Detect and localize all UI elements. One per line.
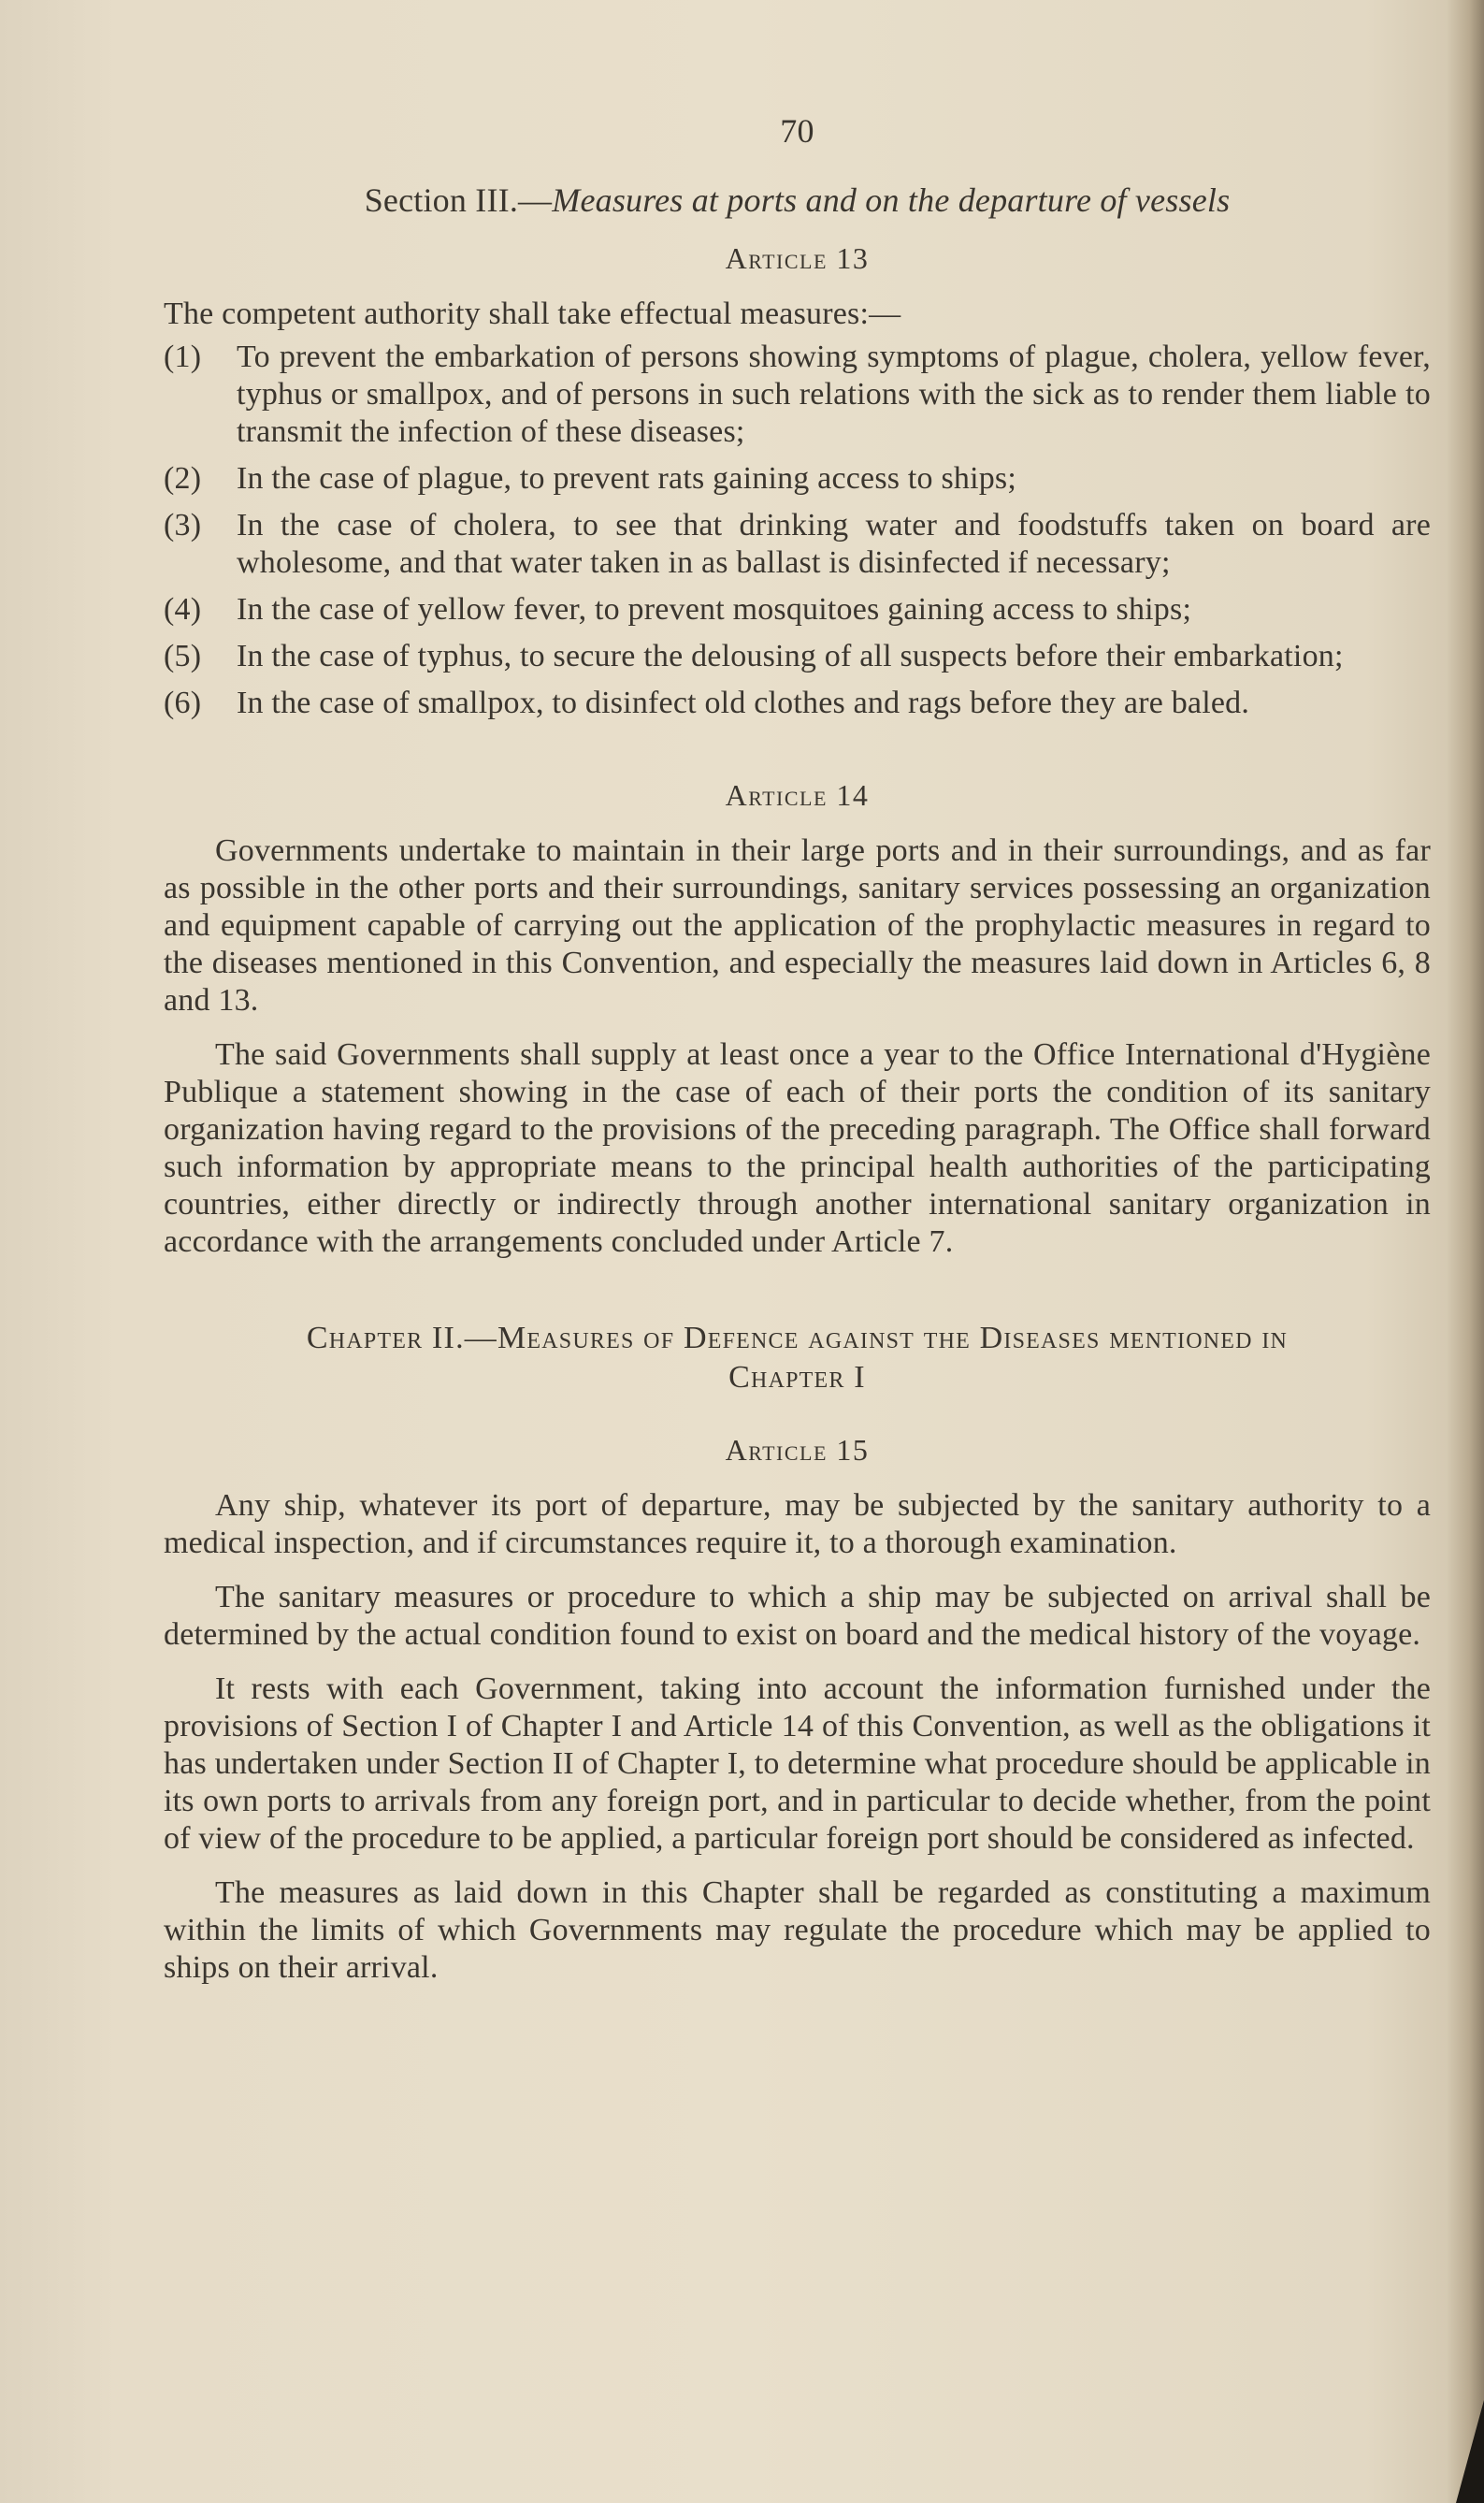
article-14-paragraph: Governments undertake to maintain in their large ports and in their surroundings, and as far as possible in the other ports and their surroundings, sanitary services possessing an organization and equipment capable of carrying out the application of the prophylactic measures in regard to the diseases mentioned in this Convention, and especially the measures laid down in Articles 6, 8 and 13. xyxy=(164,833,1431,1018)
section-prefix: Section III.— xyxy=(364,181,553,219)
list-item xyxy=(164,638,1431,675)
item-number: (3) xyxy=(164,508,202,543)
section-title: Measures at ports and on the departure of vessels xyxy=(552,181,1231,219)
article-14-heading: Article 14 xyxy=(725,778,870,812)
item-number: (5) xyxy=(164,639,202,673)
article-15-paragraph: The measures as laid down in this Chapter shall be regarded as constituting a maximum within the limits of which Governments may regulate the procedure which may be applied to ships on their arrival. xyxy=(164,1875,1431,1985)
item-text: In the case of yellow fever, to prevent mosquitoes gaining access to ships; xyxy=(237,592,1192,627)
item-text: In the case of typhus, to secure the delousing of all suspects before their embarkation; xyxy=(237,639,1344,673)
article-13-intro: The competent authority shall take effectual measures:— xyxy=(164,297,901,331)
section-heading xyxy=(164,181,1431,219)
article-13-heading: Article 13 xyxy=(725,241,870,275)
chapter-heading-line: Chapter I xyxy=(728,1360,866,1395)
item-text: To prevent the embarkation of persons showing symptoms of plague, cholera, yellow fever, typhus or smallpox, and of persons in such relations with the sick as to render them liable to transmit the infection of these diseases; xyxy=(237,340,1431,449)
chapter-heading-line: Chapter II.—Measures of Defence against the Diseases mentioned in xyxy=(306,1321,1289,1355)
list-item xyxy=(164,591,1431,629)
page-number: 70 xyxy=(780,112,814,150)
page-text xyxy=(164,112,1431,2004)
item-text: In the case of smallpox, to disinfect old clothes and rags before they are baled. xyxy=(237,686,1250,720)
article-15-heading: Article 15 xyxy=(725,1433,870,1467)
article-14-paragraph: The said Governments shall supply at least once a year to the Office International d'Hygiène Publique a statement showing in the case of each of their ports the condition of its sanitary organization having regard to the provisions of the preceding paragraph. The Office shall forward such information by appropriate means to the principal health authorities of the participating countries, either directly or indirectly through another international sanitary organization in accordance with the arrangements concluded under Article 7. xyxy=(164,1037,1431,1259)
list-item xyxy=(164,460,1431,498)
article-15-paragraph: It rests with each Government, taking into account the information furnished under the provisions of Section I of Chapter I and Article 14 of this Convention, as well as the obligations it has undertaken under Section II of Chapter I, to determine what procedure should be applicable in its own ports to arrivals from any foreign port, and in particular to decide whether, from the point of view of the procedure to be applied, a particular foreign port should be considered as infected. xyxy=(164,1671,1431,1856)
item-number: (1) xyxy=(164,340,202,374)
list-item xyxy=(164,339,1431,451)
item-text: In the case of cholera, to see that drinking water and foodstuffs taken on board are wholesome, and that water taken in as ballast is disinfected if necessary; xyxy=(237,508,1431,580)
item-number: (2) xyxy=(164,461,202,496)
page-edge-shadow xyxy=(1447,0,1484,2503)
article-13-list xyxy=(164,339,1431,722)
list-item xyxy=(164,685,1431,722)
item-number: (4) xyxy=(164,592,202,627)
list-item xyxy=(164,507,1431,582)
item-number: (6) xyxy=(164,686,202,720)
article-15-paragraph: Any ship, whatever its port of departure, may be subjected by the sanitary authority to a medical inspection, and if circumstances require it, to a thorough examination. xyxy=(164,1488,1431,1560)
chapter-heading xyxy=(164,1319,1431,1397)
page-corner xyxy=(1456,2400,1484,2503)
item-text: In the case of plague, to prevent rats gaining access to ships; xyxy=(237,461,1017,496)
article-15-paragraph: The sanitary measures or procedure to which a ship may be subjected on arrival shall be determined by the actual condition found to exist on board and the medical history of the voyage. xyxy=(164,1580,1431,1652)
